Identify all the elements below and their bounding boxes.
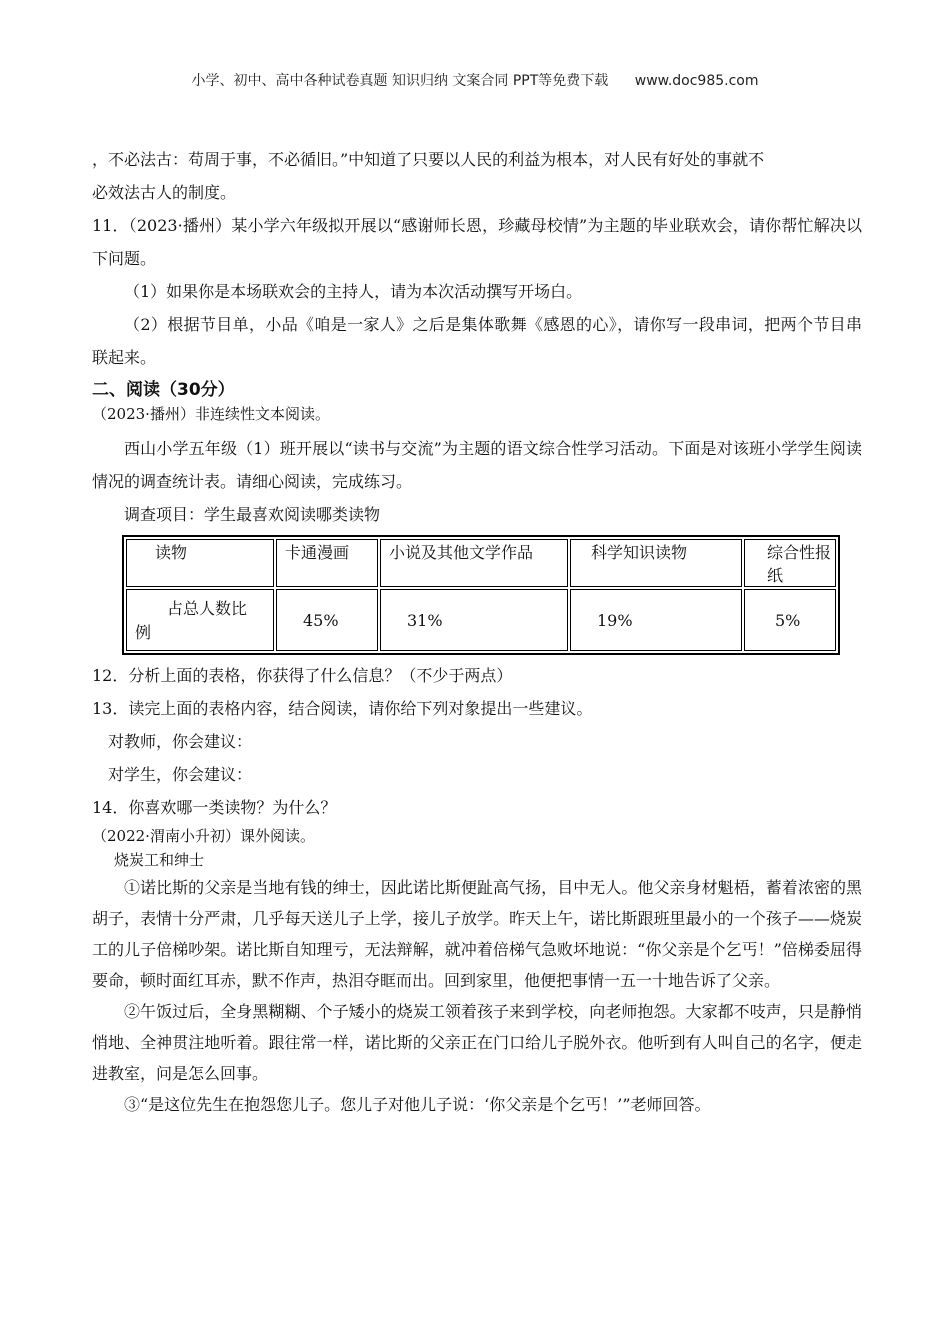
row-label-line-1: 占总人数比 [167,599,248,618]
reading-2-paragraph-1: ①诺比斯的父亲是当地有钱的绅士，因此诺比斯便趾高气扬，目中无人。他父亲身材魁梧，蓄着浓密的黑胡子，表情十分严肃，几乎每天送儿子上学，接儿子放学。昨天上午，诺比斯跟班里最小的一个孩子——烧炭工的儿子倍梯吵架。诺比斯自知理亏，无法辩解，就冲着倍梯气急败坏地说：“你父亲是个乞丐！”倍梯委屈得要命，顿时面红耳赤，默不作声，热泪夺眶而出。回到家里，他便把事情一五一十地告诉了父亲。 [92,878,862,990]
table-row [126,589,836,651]
table-header-cell: 小说及其他文学作品 [380,539,568,587]
table-cell: 45% [276,589,378,651]
header-text: 小学、初中、高中各种试卷真题 知识归纳 文案合同 PPT等免费下载 [191,73,609,89]
survey-label: 调查项目：学生最喜欢阅读哪类读物 [124,505,381,524]
question-14: 14．你喜欢哪一类读物？为什么？ [92,798,337,817]
reading-2-paragraph-3: ③“是这位先生在抱怨您儿子。您儿子对他儿子说：‘你父亲是个乞丐！’”老师回答。 [124,1095,711,1114]
intro-line-1: ，不必法古：苟周于事，不必循旧。”中知道了只要以人民的利益为根本，对人民有好处的事就不 [92,150,765,169]
table-header-cell: 读物 [126,539,274,587]
table-row-label [126,589,274,651]
intro-line-2: 必效法古人的制度。 [92,183,237,202]
question-11-part-1: （1）如果你是本场联欢会的主持人，请为本次活动撰写开场白。 [124,282,583,301]
survey-table [122,535,840,655]
table-cell: 19% [570,589,742,651]
reading-2-title: 烧炭工和绅士 [114,851,205,869]
question-11-part-2: （2）根据节目单，小品《咱是一家人》之后是集体歌舞《感恩的心》，请你写一段串词，把两个节目串联起来。 [92,315,862,367]
table-cell: 5% [744,589,836,651]
table-header-row [126,539,836,587]
question-13: 13．读完上面的表格内容，结合阅读，请你给下列对象提出一些建议。 [92,699,593,718]
question-11-stem: 11．（2023·播州）某小学六年级拟开展以“感谢师长恩，珍藏母校情”为主题的毕业联欢会，请你帮忙解决以下问题。 [92,216,862,268]
table-header-cell: 综合性报纸 [744,539,836,587]
question-13-teacher: 对教师，你会建议： [108,732,253,751]
reading-2-source: （2022·渭南小升初）课外阅读。 [92,827,315,845]
row-label-line-2: 例 [135,623,152,642]
header-url[interactable]: www.doc985.com [634,73,759,89]
table-header-cell: 卡通漫画 [276,539,378,587]
reading-2-paragraph-2: ②午饭过后，全身黑糊糊、个子矮小的烧炭工领着孩子来到学校，向老师抱怨。大家都不吱声，只是静悄悄地、全神贯注地听着。跟往常一样，诺比斯的父亲正在门口给儿子脱外衣。他听到有人叫自己的名字，便走进教室，问是怎么回事。 [92,1002,862,1083]
table-cell: 31% [380,589,568,651]
reading-1-source: （2023·播州）非连续性文本阅读。 [92,405,330,423]
document-body [92,143,862,1120]
reading-1-intro: 西山小学五年级（1）班开展以“读书与交流”为主题的语文综合性学习活动。下面是对该班小学学生阅读情况的调查统计表。请细心阅读，完成练习。 [92,439,862,491]
section-title: 二、阅读（30分） [92,380,235,400]
question-12: 12．分析上面的表格，你获得了什么信息？（不少于两点） [92,666,513,685]
question-13-student: 对学生，你会建议： [108,765,253,784]
page-header [0,70,950,90]
table-header-cell: 科学知识读物 [570,539,742,587]
